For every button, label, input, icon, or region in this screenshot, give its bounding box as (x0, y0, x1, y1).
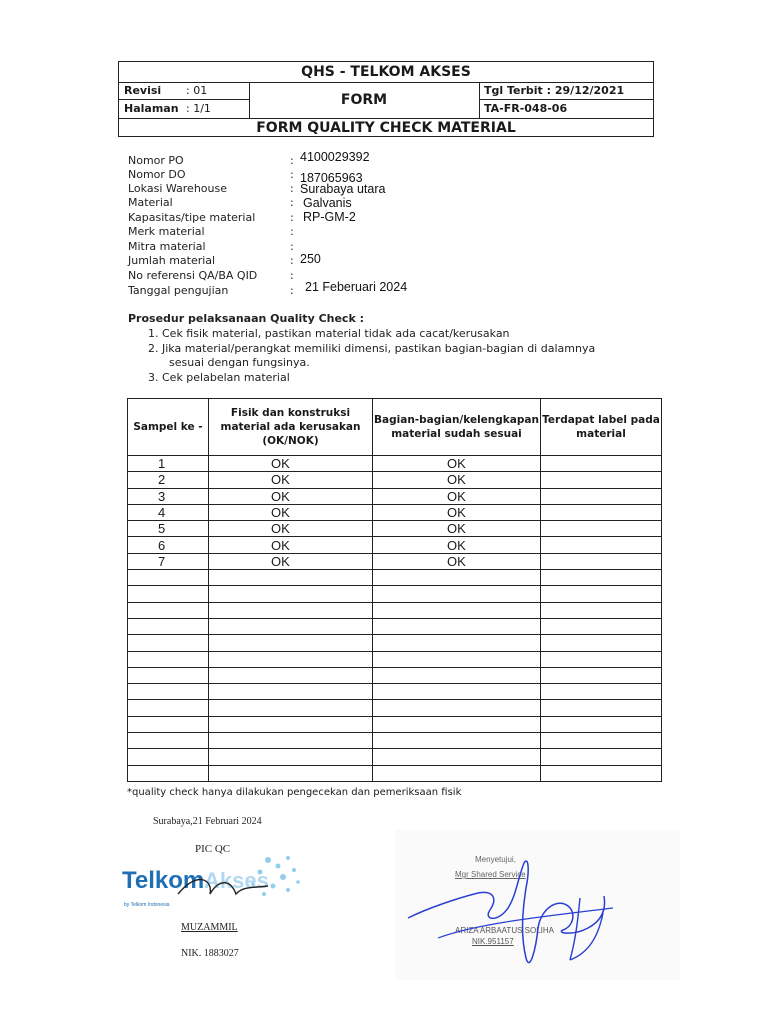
table-footnote: *quality check hanya dilakukan pengecekan dan pemeriksaan fisik (127, 787, 462, 798)
material-value: Galvanis (303, 196, 352, 210)
header-title: QHS - TELKOM AKSES (119, 62, 653, 83)
label-result (541, 537, 662, 553)
procedure-step: 3. Cek pelabelan material (148, 371, 290, 384)
label-result (541, 456, 662, 472)
field-label: Kapasitas/tipe material (128, 211, 256, 224)
doc-code: TA-FR-048-06 (484, 102, 568, 115)
field-colon: : (290, 254, 294, 267)
field-label: Tanggal pengujian (128, 284, 229, 297)
bagian-result: OK (373, 456, 541, 472)
lokasi-value: Surabaya utara (300, 182, 386, 196)
revisi-value: : 01 (186, 84, 208, 97)
field-label: No referensi QA/BA QID (128, 269, 258, 282)
table-row (128, 765, 662, 781)
sample-number: 5 (128, 521, 209, 537)
revision-cell (119, 82, 250, 118)
kapasitas-value: RP-GM-2 (303, 210, 356, 224)
pic-nik: NIK. 1883027 (181, 948, 239, 959)
svg-text:Akses: Akses (204, 868, 269, 893)
col-header-sampel: Sampel ke - (128, 399, 209, 456)
field-colon: : (290, 284, 294, 297)
fisik-result: OK (209, 456, 373, 472)
bagian-result: OK (373, 504, 541, 520)
field-colon: : (290, 211, 294, 224)
bagian-result: OK (373, 521, 541, 537)
sample-number: 3 (128, 488, 209, 504)
table-row (128, 586, 662, 602)
table-row (128, 488, 662, 504)
table-row (128, 635, 662, 651)
bagian-result: OK (373, 472, 541, 488)
fisik-result: OK (209, 537, 373, 553)
revisi-label: Revisi (124, 84, 162, 97)
procedure-step: 1. Cek fisik material, pastikan material tidak ada cacat/kerusakan (148, 327, 510, 340)
procedure-title: Prosedur pelaksanaan Quality Check : (128, 312, 364, 325)
label-result (541, 472, 662, 488)
approver-nik: NIK.951157 (472, 937, 514, 946)
table-row (128, 684, 662, 700)
pic-name: MUZAMMIL (181, 922, 238, 933)
telkom-akses-logo (118, 850, 308, 912)
sample-number: 6 (128, 537, 209, 553)
label-result (541, 488, 662, 504)
svg-text:by Telkom Indonesia: by Telkom Indonesia (124, 902, 170, 908)
field-colon: : (290, 225, 294, 238)
table-row (128, 602, 662, 618)
nomor-po-value: 4100029392 (300, 150, 370, 164)
bagian-result: OK (373, 553, 541, 569)
table-row (128, 521, 662, 537)
field-label: Jumlah material (128, 254, 216, 267)
table-row (128, 553, 662, 569)
table-row (128, 667, 662, 683)
table-row (128, 570, 662, 586)
bagian-result: OK (373, 488, 541, 504)
place-date: Surabaya,21 Februari 2024 (153, 816, 262, 827)
approver-signature (398, 838, 678, 978)
procedure-step: sesuai dengan fungsinya. (169, 356, 310, 369)
field-label: Nomor PO (128, 154, 184, 167)
nomor-do-value: 187065963 (300, 171, 363, 185)
field-label: Lokasi Warehouse (128, 182, 227, 195)
sample-number: 4 (128, 504, 209, 520)
sample-number: 2 (128, 472, 209, 488)
tanggal-value: 21 Feberuari 2024 (305, 280, 408, 294)
table-row (128, 537, 662, 553)
table-row (128, 733, 662, 749)
field-colon: : (290, 196, 294, 209)
fisik-result: OK (209, 488, 373, 504)
field-label: Material (128, 196, 173, 209)
table-row (128, 504, 662, 520)
label-result (541, 504, 662, 520)
halaman-label: Halaman (124, 102, 179, 115)
sample-number: 1 (128, 456, 209, 472)
approver-name: ARIZA ARBAATUS SOLIHA (455, 926, 554, 935)
sample-number: 7 (128, 553, 209, 569)
table-row (128, 749, 662, 765)
table-row (128, 456, 662, 472)
approve-label: Menyetujui, (475, 855, 516, 864)
pic-label: PIC QC (195, 843, 231, 855)
approve-role: Mgr Shared Service (455, 870, 526, 879)
table-row (128, 716, 662, 732)
jumlah-value: 250 (300, 252, 321, 266)
doc-type: FORM (249, 82, 480, 118)
table-row (128, 651, 662, 667)
field-colon: : (290, 154, 294, 167)
field-colon: : (290, 240, 294, 253)
table-header-row (128, 399, 662, 456)
field-label: Merk material (128, 225, 205, 238)
field-label: Mitra material (128, 240, 206, 253)
table-row (128, 618, 662, 634)
table-row (128, 472, 662, 488)
procedure-step: 2. Jika material/perangkat memiliki dimensi, pastikan bagian-bagian di dalamnya (148, 342, 596, 355)
form-header (118, 61, 654, 137)
field-colon: : (290, 269, 294, 282)
field-colon: : (290, 168, 294, 181)
tgl-terbit: Tgl Terbit : 29/12/2021 (479, 82, 653, 100)
label-result (541, 553, 662, 569)
col-header-bagian: Bagian-bagian/kelengkapan material sudah sesuai (373, 399, 541, 456)
form-title: FORM QUALITY CHECK MATERIAL (119, 118, 653, 138)
col-header-fisik: Fisik dan konstruksi material ada kerusakan (OK/NOK) (209, 399, 373, 456)
fisik-result: OK (209, 504, 373, 520)
col-header-label: Terdapat label pada material (541, 399, 662, 456)
svg-text:Telkom: Telkom (122, 867, 205, 894)
field-colon: : (290, 182, 294, 195)
halaman-value: : 1/1 (186, 102, 211, 115)
fisik-result: OK (209, 521, 373, 537)
fisik-result: OK (209, 472, 373, 488)
table-row (128, 700, 662, 716)
doc-meta-cell (479, 82, 653, 118)
label-result (541, 521, 662, 537)
quality-check-table (127, 398, 662, 782)
bagian-result: OK (373, 537, 541, 553)
field-label: Nomor DO (128, 168, 186, 181)
fisik-result: OK (209, 553, 373, 569)
